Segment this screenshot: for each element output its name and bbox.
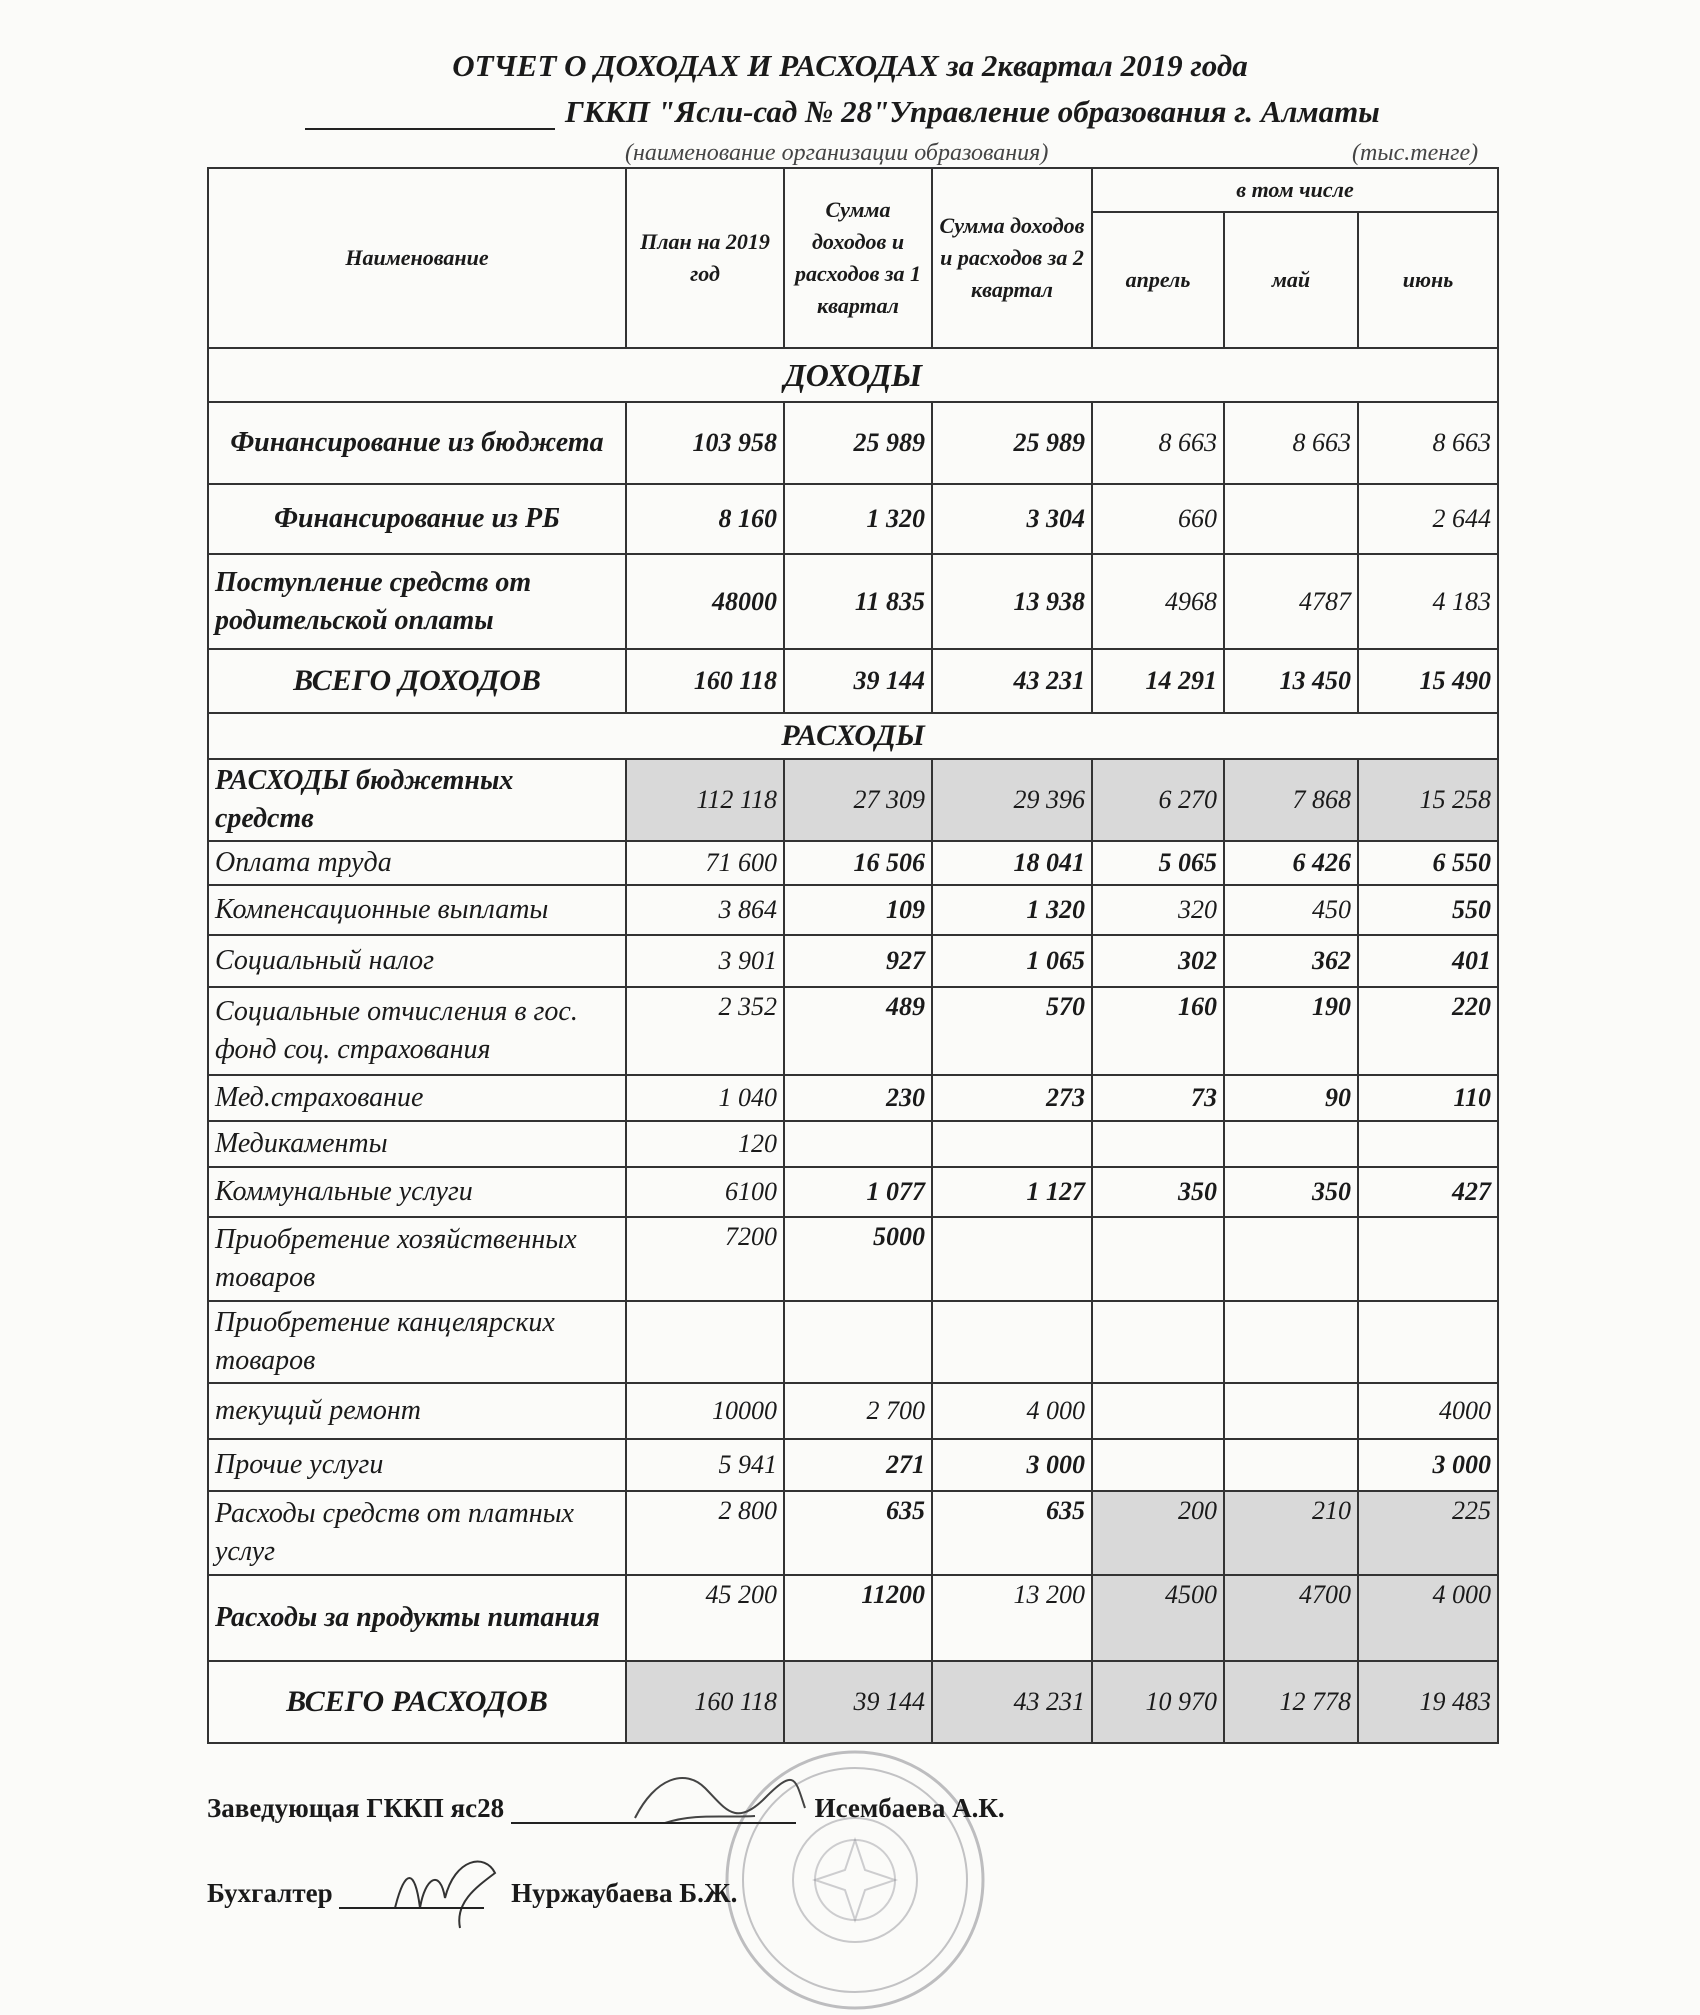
cell-april: 660 <box>1092 484 1224 554</box>
cell-april: 4500 <box>1092 1575 1224 1661</box>
cell-plan: 120 <box>626 1121 784 1167</box>
cell-april <box>1092 1301 1224 1383</box>
cell-june <box>1358 1301 1498 1383</box>
cell-june: 6 550 <box>1358 841 1498 885</box>
cell-plan: 112 118 <box>626 759 784 841</box>
cell-q1: 489 <box>784 987 932 1075</box>
cell-q2: 1 065 <box>932 935 1092 987</box>
table-row <box>208 554 1498 649</box>
cell-q2: 1 127 <box>932 1167 1092 1217</box>
cell-june: 19 483 <box>1358 1661 1498 1743</box>
cell-june <box>1358 1121 1498 1167</box>
cell-may: 7 868 <box>1224 759 1358 841</box>
cell-q2: 13 938 <box>932 554 1092 649</box>
accountant-signature-line <box>207 1878 737 1909</box>
table-row <box>208 1167 1498 1217</box>
cell-q2: 43 231 <box>932 649 1092 713</box>
cell-may: 8 663 <box>1224 402 1358 484</box>
col-header-q2: Сумма доходов и расходов за 2 квартал <box>932 168 1092 348</box>
cell-q2 <box>932 1217 1092 1301</box>
cell-april: 4968 <box>1092 554 1224 649</box>
col-header-may: май <box>1224 212 1358 348</box>
cell-q1: 927 <box>784 935 932 987</box>
cell-april: 14 291 <box>1092 649 1224 713</box>
cell-june: 4 183 <box>1358 554 1498 649</box>
table-row <box>208 759 1498 841</box>
col-header-june: июнь <box>1358 212 1498 348</box>
row-name: Финансирование из РБ <box>208 484 626 554</box>
row-name: РАСХОДЫ бюджетных средств <box>208 759 626 841</box>
cell-may: 350 <box>1224 1167 1358 1217</box>
row-name: текущий ремонт <box>208 1383 626 1439</box>
accountant-signature-underline <box>339 1881 484 1909</box>
cell-q1: 11 835 <box>784 554 932 649</box>
cell-plan: 10000 <box>626 1383 784 1439</box>
cell-q1: 2 700 <box>784 1383 932 1439</box>
cell-q1: 271 <box>784 1439 932 1491</box>
table-row <box>208 935 1498 987</box>
cell-april: 320 <box>1092 885 1224 935</box>
cell-june: 220 <box>1358 987 1498 1075</box>
table-row <box>208 1301 1498 1383</box>
cell-q2: 43 231 <box>932 1661 1092 1743</box>
cell-q2: 635 <box>932 1491 1092 1575</box>
cell-may <box>1224 484 1358 554</box>
cell-may <box>1224 1121 1358 1167</box>
cell-june: 110 <box>1358 1075 1498 1121</box>
table-row <box>208 1121 1498 1167</box>
col-header-name: Наименование <box>208 168 626 348</box>
table-row <box>208 1491 1498 1575</box>
cell-april <box>1092 1383 1224 1439</box>
cell-q2: 18 041 <box>932 841 1092 885</box>
expense-section-header: РАСХОДЫ <box>208 713 1498 759</box>
cell-q1: 16 506 <box>784 841 932 885</box>
cell-april: 200 <box>1092 1491 1224 1575</box>
cell-q1: 11200 <box>784 1575 932 1661</box>
table-row <box>208 1439 1498 1491</box>
cell-plan: 8 160 <box>626 484 784 554</box>
table-row <box>208 484 1498 554</box>
cell-q2: 273 <box>932 1075 1092 1121</box>
row-name: ВСЕГО РАСХОДОВ <box>208 1661 626 1743</box>
cell-april <box>1092 1121 1224 1167</box>
row-name: Коммунальные услуги <box>208 1167 626 1217</box>
income-expense-table <box>207 167 1499 1744</box>
row-name: Приобретение хозяйственных товаров <box>208 1217 626 1301</box>
table-row <box>208 841 1498 885</box>
row-name: Оплата труда <box>208 841 626 885</box>
row-name: Медикаменты <box>208 1121 626 1167</box>
cell-may: 450 <box>1224 885 1358 935</box>
cell-q1: 5000 <box>784 1217 932 1301</box>
cell-april: 302 <box>1092 935 1224 987</box>
col-header-april: апрель <box>1092 212 1224 348</box>
cell-april <box>1092 1217 1224 1301</box>
head-name: Исембаева А.К. <box>814 1793 1005 1823</box>
cell-may: 12 778 <box>1224 1661 1358 1743</box>
cell-may: 6 426 <box>1224 841 1358 885</box>
table-row <box>208 1075 1498 1121</box>
row-name: Социальные отчисления в гос. фонд соц. страхования <box>208 987 626 1075</box>
cell-may <box>1224 1383 1358 1439</box>
cell-april: 350 <box>1092 1167 1224 1217</box>
row-name: Расходы за продукты питания <box>208 1575 626 1661</box>
cell-q2: 570 <box>932 987 1092 1075</box>
cell-may: 210 <box>1224 1491 1358 1575</box>
cell-plan: 3 901 <box>626 935 784 987</box>
table-row <box>208 1217 1498 1301</box>
row-name: Компенсационные выплаты <box>208 885 626 935</box>
cell-may: 4700 <box>1224 1575 1358 1661</box>
row-name: Социальный налог <box>208 935 626 987</box>
row-name: Приобретение канцелярских товаров <box>208 1301 626 1383</box>
row-name: Расходы средств от платных услуг <box>208 1491 626 1575</box>
cell-plan: 71 600 <box>626 841 784 885</box>
cell-q1: 25 989 <box>784 402 932 484</box>
units-label: (тыс.тенге) <box>1352 140 1479 166</box>
cell-q1 <box>784 1301 932 1383</box>
cell-plan: 7200 <box>626 1217 784 1301</box>
cell-q2: 13 200 <box>932 1575 1092 1661</box>
cell-june: 15 490 <box>1358 649 1498 713</box>
cell-april: 5 065 <box>1092 841 1224 885</box>
cell-plan: 160 118 <box>626 1661 784 1743</box>
table-row <box>208 1575 1498 1661</box>
cell-q1: 230 <box>784 1075 932 1121</box>
cell-q1 <box>784 1121 932 1167</box>
cell-q1: 1 077 <box>784 1167 932 1217</box>
cell-april: 6 270 <box>1092 759 1224 841</box>
row-name: Мед.страхование <box>208 1075 626 1121</box>
cell-plan: 3 864 <box>626 885 784 935</box>
cell-april: 160 <box>1092 987 1224 1075</box>
cell-may <box>1224 1301 1358 1383</box>
cell-q1: 39 144 <box>784 649 932 713</box>
cell-q1: 1 320 <box>784 484 932 554</box>
table-row <box>208 885 1498 935</box>
cell-june: 15 258 <box>1358 759 1498 841</box>
cell-plan: 2 800 <box>626 1491 784 1575</box>
accountant-signature-label: Бухгалтер <box>207 1878 333 1908</box>
cell-plan: 48000 <box>626 554 784 649</box>
cell-may: 4787 <box>1224 554 1358 649</box>
cell-june: 2 644 <box>1358 484 1498 554</box>
cell-plan <box>626 1301 784 1383</box>
cell-plan: 6100 <box>626 1167 784 1217</box>
organization-name: ГККП "Ясли-сад № 28"Управление образования г. Алматы <box>565 94 1380 129</box>
cell-june: 401 <box>1358 935 1498 987</box>
table-row <box>208 402 1498 484</box>
cell-q2: 3 304 <box>932 484 1092 554</box>
cell-june: 3 000 <box>1358 1439 1498 1491</box>
cell-june: 225 <box>1358 1491 1498 1575</box>
income-section-header: ДОХОДЫ <box>208 348 1498 402</box>
organization-caption: (наименование организации образования) <box>625 140 1049 166</box>
cell-q2: 25 989 <box>932 402 1092 484</box>
row-name: ВСЕГО ДОХОДОВ <box>208 649 626 713</box>
head-signature-label: Заведующая ГККП яс28 <box>207 1793 505 1823</box>
cell-april: 10 970 <box>1092 1661 1224 1743</box>
cell-q2: 3 000 <box>932 1439 1092 1491</box>
row-name: Поступление средств от родительской оплаты <box>208 554 626 649</box>
row-name: Финансирование из бюджета <box>208 402 626 484</box>
table-row <box>208 987 1498 1075</box>
organization-underline <box>305 100 555 130</box>
cell-april: 73 <box>1092 1075 1224 1121</box>
cell-june: 427 <box>1358 1167 1498 1217</box>
cell-may <box>1224 1217 1358 1301</box>
cell-q1: 635 <box>784 1491 932 1575</box>
expense-total-row <box>208 1661 1498 1743</box>
cell-q2: 1 320 <box>932 885 1092 935</box>
cell-q2: 29 396 <box>932 759 1092 841</box>
row-name: Прочие услуги <box>208 1439 626 1491</box>
cell-june: 4 000 <box>1358 1575 1498 1661</box>
cell-may: 90 <box>1224 1075 1358 1121</box>
income-total-row <box>208 649 1498 713</box>
cell-june: 8 663 <box>1358 402 1498 484</box>
cell-plan: 2 352 <box>626 987 784 1075</box>
cell-plan: 5 941 <box>626 1439 784 1491</box>
col-header-plan: План на 2019 год <box>626 168 784 348</box>
cell-june: 550 <box>1358 885 1498 935</box>
cell-plan: 45 200 <box>626 1575 784 1661</box>
head-signature-underline <box>511 1796 796 1824</box>
cell-april: 8 663 <box>1092 402 1224 484</box>
cell-plan: 1 040 <box>626 1075 784 1121</box>
head-signature-line <box>207 1793 1005 1824</box>
table-row <box>208 1383 1498 1439</box>
cell-may: 13 450 <box>1224 649 1358 713</box>
cell-q1: 39 144 <box>784 1661 932 1743</box>
cell-q2 <box>932 1121 1092 1167</box>
cell-q1: 109 <box>784 885 932 935</box>
col-header-including: в том числе <box>1092 168 1498 212</box>
cell-q1: 27 309 <box>784 759 932 841</box>
cell-plan: 160 118 <box>626 649 784 713</box>
report-title: ОТЧЕТ О ДОХОДАХ И РАСХОДАХ за 2квартал 2019 года <box>452 48 1248 83</box>
cell-may: 190 <box>1224 987 1358 1075</box>
accountant-name: Нуржаубаева Б.Ж. <box>511 1878 738 1908</box>
col-header-q1: Сумма доходов и расходов за 1 квартал <box>784 168 932 348</box>
cell-may: 362 <box>1224 935 1358 987</box>
cell-q2 <box>932 1301 1092 1383</box>
organization-line <box>305 94 1405 130</box>
cell-june: 4000 <box>1358 1383 1498 1439</box>
cell-june <box>1358 1217 1498 1301</box>
cell-may <box>1224 1439 1358 1491</box>
cell-q2: 4 000 <box>932 1383 1092 1439</box>
cell-plan: 103 958 <box>626 402 784 484</box>
cell-april <box>1092 1439 1224 1491</box>
